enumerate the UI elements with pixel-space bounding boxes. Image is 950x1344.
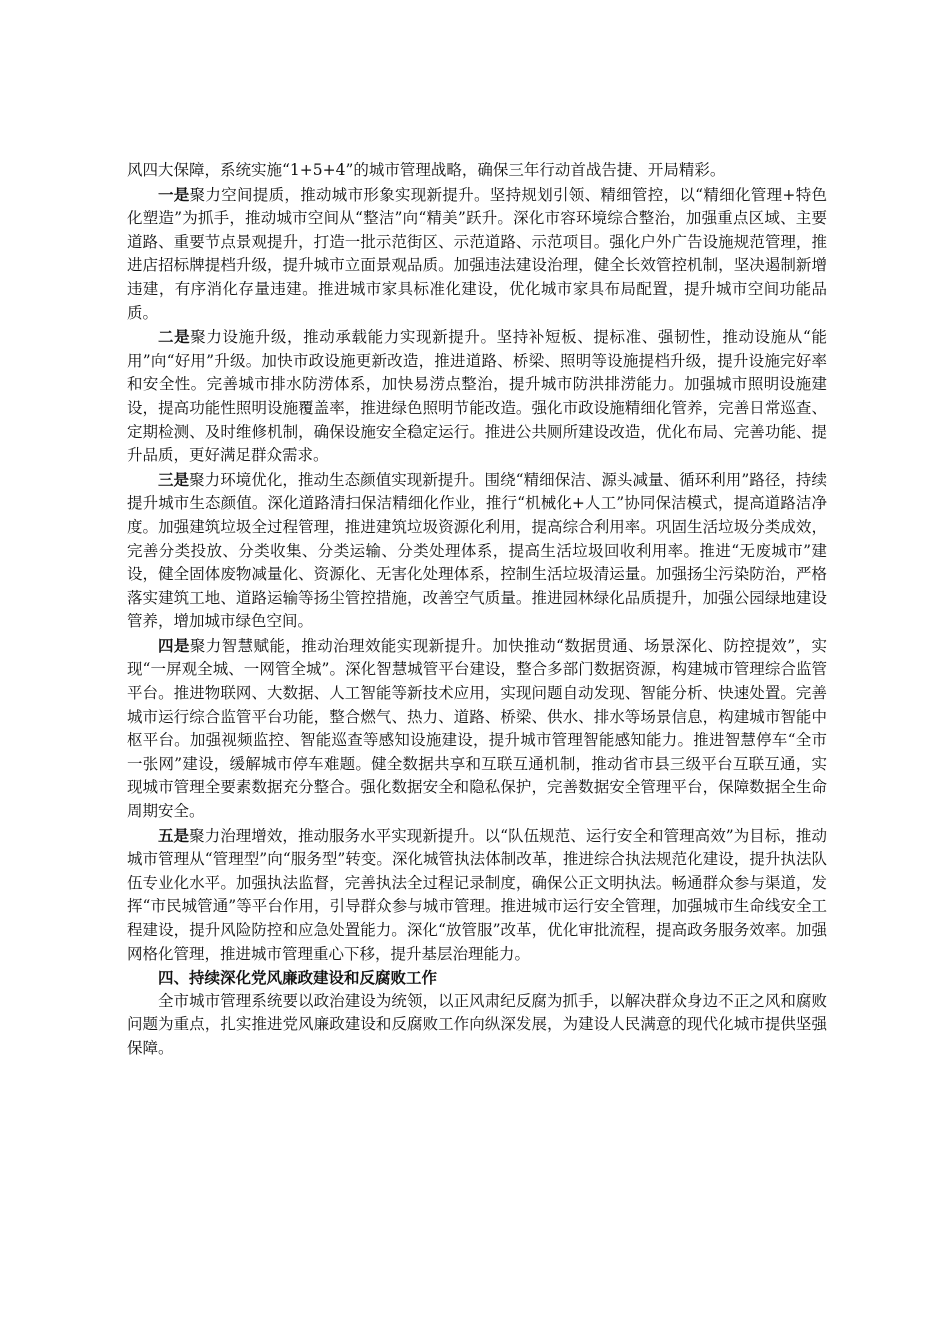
paragraph-point-three (127, 468, 827, 634)
paragraph-point-one (127, 183, 827, 326)
paragraph-point-five (127, 824, 827, 967)
paragraph-point-two (127, 325, 827, 468)
paragraph-intro (127, 159, 827, 183)
paragraph-text: 聚力环境优化，推动生态颜值实现新提升。围绕“精细保洁、源头减量、循环利用”路径，持续提升城市生态颜值。深化道路清扫保洁精细化作业，推行“机械化+人工”协同保洁模式，提高道路洁净度。加强建筑垃圾全过程管理，推进建筑垃圾资源化利用，提高综合利用率。巩固生活垃圾分类成效，完善分类投放、分类收集、分类运输、分类处理体系，提高生活垃圾回收利用率。推进“无废城市”建设，健全固体废物减量化、资源化、无害化处理体系，控制生活垃圾清运量。加强扬尘污染防治，严格落实建筑工地、道路运输等扬尘管控措施，改善空气质量。推进园林绿化品质提升，加强公园绿地建设管养，增加城市绿色空间。 (127, 470, 827, 631)
paragraph-closing (127, 990, 827, 1061)
paragraph-lead: 三是 (158, 469, 190, 489)
paragraph-text: 聚力治理增效，推动服务水平实现新提升。以“队伍规范、运行安全和管理高效”为目标，推动城市管理从“管理型”向“服务型”转变。深化城管执法体制改革，推进综合执法规范化建设，提升执法队伍专业化水平。加强执法监督，完善执法全过程记录制度，确保公正文明执法。畅通群众参与渠道，发挥“市民城管通”等平台作用，引导群众参与城市管理。推进城市运行安全管理，加强城市生命线安全工程建设，提升风险防控和应急处置能力。深化“放管服”改革，优化审批流程，提高政务服务效率。加强网格化管理，推进城市管理重心下移，提升基层治理能力。 (127, 826, 827, 963)
paragraph-lead: 四是 (158, 635, 190, 655)
paragraph-lead: 五是 (158, 825, 190, 845)
paragraph-lead: 二是 (158, 327, 191, 347)
paragraph-text: 聚力空间提质，推动城市形象实现新提升。坚持规划引领、精细管控，以“精细化管理+特色化塑造”为抓手，推动城市空间从“整洁”向“精美”跃升。深化市容环境综合整治，加强重点区域、主要道路、重要节点景观提升，打造一批示范街区、示范道路、示范项目。强化户外广告设施规范管理，推进店招标牌提档升级，提升城市立面景观品质。加强违法建设治理，健全长效管控机制，坚决遏制新增违建，有序消化存量违建。推进城市家具标准化建设，优化城市家具布局配置，提升城市空间功能品质。 (127, 185, 827, 322)
paragraph-text: 全市城市管理系统要以政治建设为统领，以正风肃纪反腐为抓手，以解决群众身边不正之风和腐败问题为重点，扎实推进党风廉政建设和反腐败工作向纵深发展，为建设人民满意的现代化城市提供坚强保障。 (127, 991, 827, 1057)
paragraph-point-four (127, 634, 827, 824)
paragraph-text: 聚力设施升级，推动承载能力实现新提升。坚持补短板、提标准、强韧性，推动设施从“能用”向“好用”升级。加快市政设施更新改造，推进道路、桥梁、照明等设施提档升级，提升设施完好率和安全性。完善城市排水防涝体系，加快易涝点整治，提升城市防洪排涝能力。加强城市照明设施建设，提高功能性照明设施覆盖率，推进绿色照明节能改造。强化市政设施精细化管养，完善日常巡查、定期检测、及时维修机制，确保设施安全稳定运行。推进公共厕所建设改造，优化布局、完善功能、提升品质，更好满足群众需求。 (127, 328, 827, 465)
paragraph-text: 聚力智慧赋能，推动治理效能实现新提升。加快推动“数据贯通、场景深化、防控提效”，实现“一屏观全城、一网管全城”。深化智慧城管平台建设，整合多部门数据资源，构建城市管理综合监管平台。推进物联网、大数据、人工智能等新技术应用，实现问题自动发现、智能分析、快速处置。完善城市运行综合监管平台功能，整合燃气、热力、道路、桥梁、供水、排水等场景信息，构建城市智能中枢平台。加强视频监控、智能巡查等感知设施建设，提升城市管理智能感知能力。推进智慧停车“全市一张网”建设，缓解城市停车难题。健全数据共享和互联互通机制，推动省市县三级平台互联互通，实现城市管理全要素数据充分整合。强化数据安全和隐私保护，完善数据安全管理平台，保障数据全生命周期安全。 (127, 636, 827, 821)
document-body (127, 159, 827, 1061)
paragraph-lead: 一是 (158, 184, 190, 204)
section-heading: 四、持续深化党风廉政建设和反腐败工作 (158, 968, 438, 988)
paragraph-text: 风四大保障，系统实施“1+5+4”的城市管理战略，确保三年行动首战告捷、开局精彩。 (127, 161, 726, 179)
